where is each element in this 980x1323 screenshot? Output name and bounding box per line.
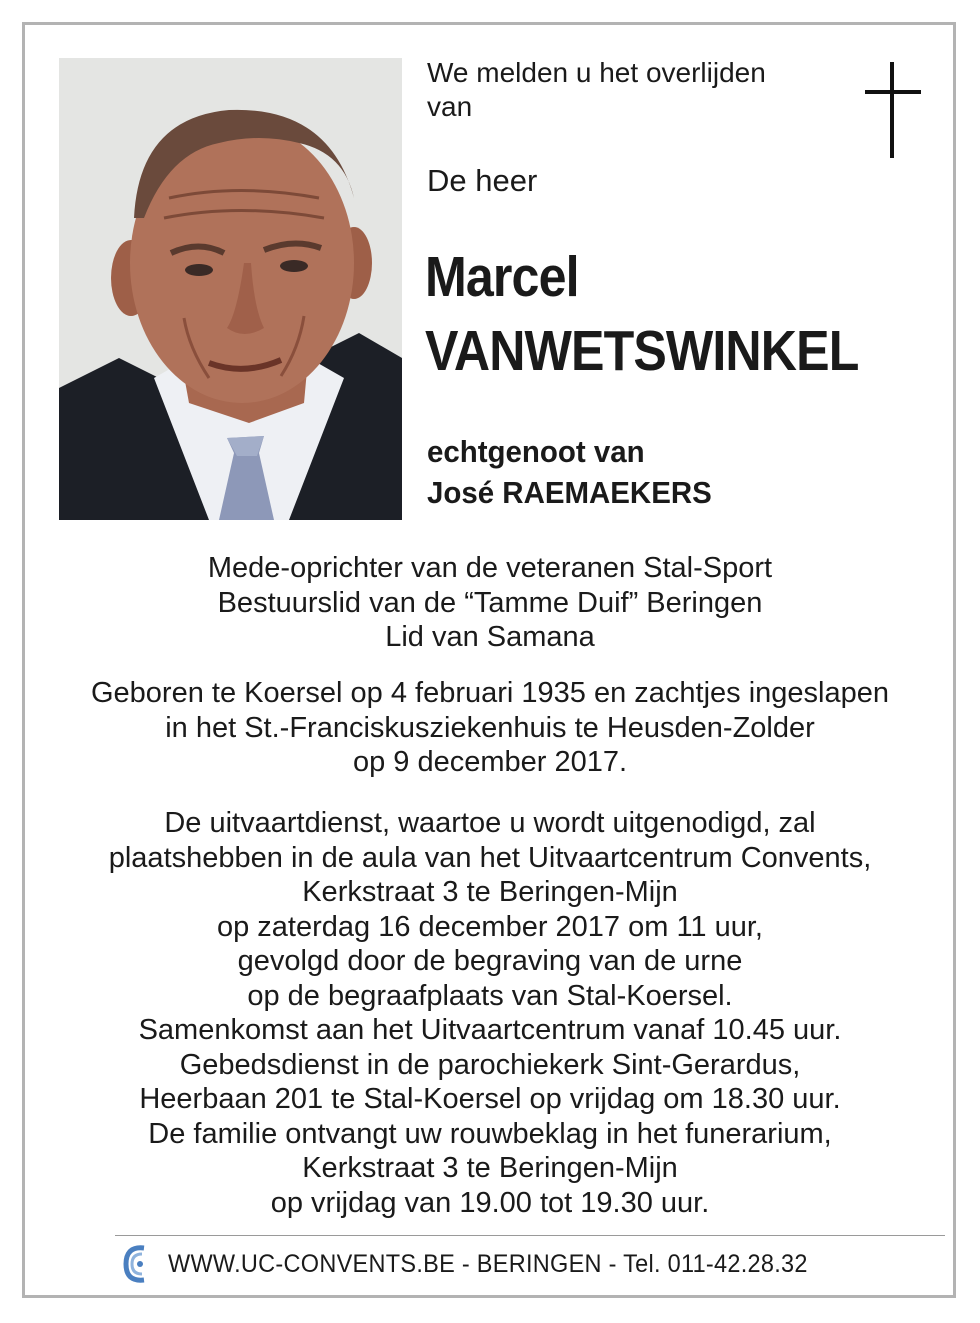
funeral-block [40, 806, 940, 1220]
spouse-relation: echtgenoot van [427, 434, 645, 469]
deceased-name [425, 240, 858, 388]
funeral-line: op de begraafplaats van Stal-Koersel. [247, 979, 733, 1012]
funeral-line: De familie ontvangt uw rouwbeklag in het funerarium, [148, 1117, 832, 1150]
portrait-photo [59, 58, 402, 520]
funeral-line: gevolgd door de begraving van de urne [237, 945, 743, 977]
spouse-name: José RAEMAEKERS [427, 475, 712, 510]
footer-divider [115, 1235, 945, 1236]
uc-convents-logo-icon [118, 1240, 154, 1288]
first-name: Marcel [425, 245, 579, 309]
spouse-info [427, 431, 712, 513]
birth-death-line: op 9 december 2017. [352, 746, 628, 778]
honorific: De heer [427, 163, 538, 198]
funeral-line: op zaterdag 16 december 2017 om 11 uur, [216, 910, 763, 943]
affiliation-line: Lid van Samana [385, 621, 595, 653]
funeral-line: De uitvaartdienst, waartoe u wordt uitgenodigd, zal [164, 807, 816, 839]
affiliations-block [40, 551, 940, 655]
last-name: VANWETSWINKEL [425, 319, 859, 383]
affiliation-line: Mede-oprichter van de veteranen Stal-Sport [207, 552, 773, 584]
footer-contact: WWW.UC-CONVENTS.BE - BERINGEN - Tel. 011-42.28.32 [168, 1250, 808, 1278]
affiliation-line: Bestuurslid van de “Tamme Duif” Beringen [217, 586, 763, 619]
birth-death-line: Geboren te Koersel op 4 februari 1935 en zachtjes ingeslapen [90, 677, 890, 709]
cross-icon [863, 62, 923, 158]
birth-death-line: in het St.-Franciskusziekenhuis te Heusden-Zolder [165, 711, 815, 744]
funeral-line: Heerbaan 201 te Stal-Koersel op vrijdag om 18.30 uur. [139, 1083, 841, 1115]
intro-line: We melden u het overlijden [427, 57, 766, 88]
funeral-line: Kerkstraat 3 te Beringen-Mijn [302, 1152, 678, 1184]
funeral-line: plaatshebben in de aula van het Uitvaartcentrum Convents, [108, 841, 872, 874]
intro-text [427, 56, 827, 124]
funeral-line: Gebedsdienst in de parochiekerk Sint-Gerardus, [179, 1048, 801, 1081]
intro-line: van [427, 91, 473, 122]
birth-death-block [40, 676, 940, 780]
funeral-line: Kerkstraat 3 te Beringen-Mijn [302, 876, 678, 908]
funeral-line: op vrijdag van 19.00 tot 19.30 uur. [270, 1186, 710, 1219]
funeral-line: Samenkomst aan het Uitvaartcentrum vanaf 10.45 uur. [138, 1014, 842, 1046]
